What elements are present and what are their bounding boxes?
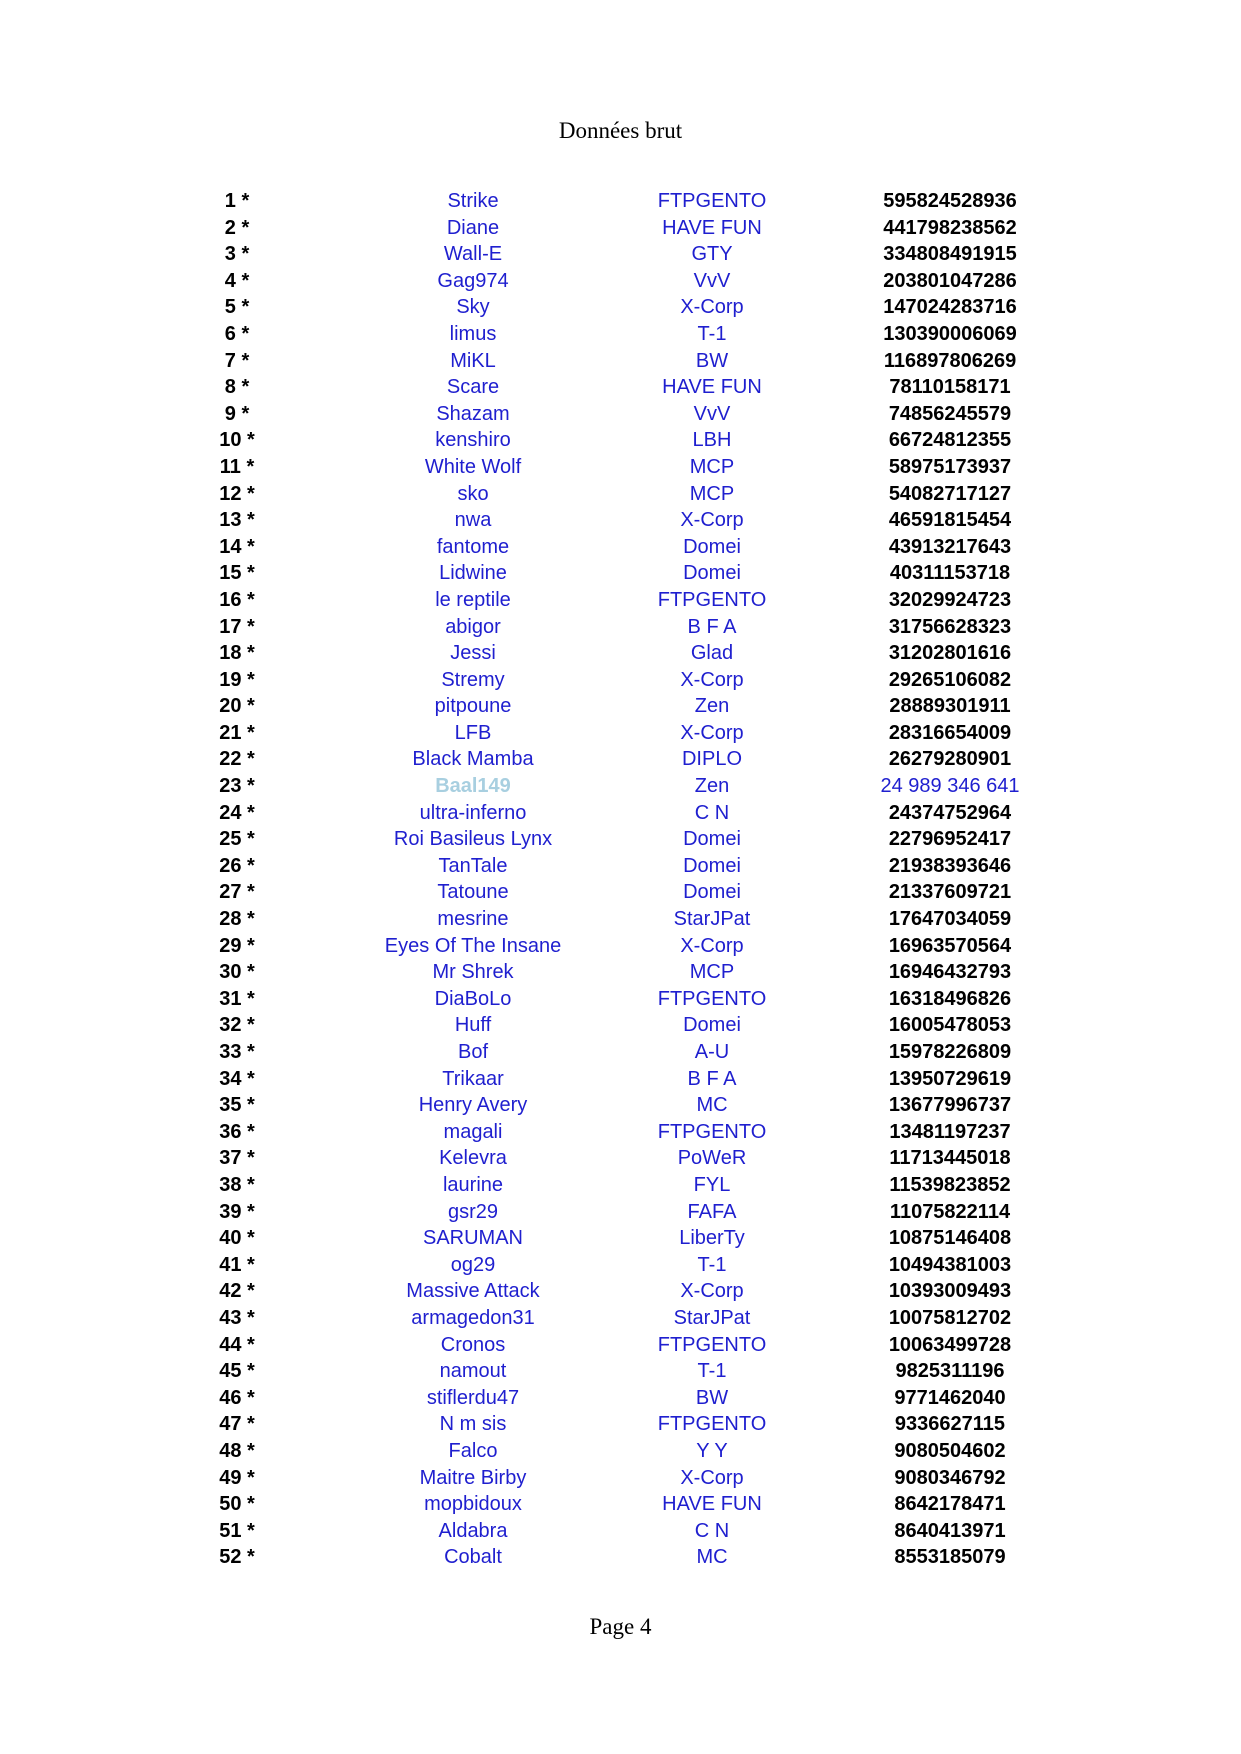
player-name-cell: sko: [457, 482, 489, 505]
alliance-cell: MCP: [689, 455, 735, 478]
rank-cell: 46 *: [219, 1386, 255, 1409]
table-row: [0, 507, 1241, 534]
rank-cell: 39 *: [219, 1200, 255, 1223]
rank-cell: 24 *: [219, 801, 255, 824]
score-cell: 43913217643: [888, 535, 1012, 558]
alliance-cell: B F A: [687, 1067, 737, 1090]
table-row: [0, 294, 1241, 321]
player-name-cell: LFB: [454, 721, 492, 744]
score-cell: 116897806269: [883, 349, 1017, 372]
alliance-cell: MC: [696, 1546, 728, 1569]
alliance-cell: T-1: [697, 322, 727, 345]
score-cell: 8642178471: [894, 1493, 1006, 1516]
table-row: [0, 1092, 1241, 1119]
score-cell: 147024283716: [883, 296, 1017, 319]
player-name-cell: magali: [443, 1120, 503, 1143]
score-cell: 22796952417: [888, 828, 1012, 851]
rank-cell: 44 *: [219, 1333, 255, 1356]
player-name-cell: White Wolf: [424, 455, 522, 478]
page-title: Données brut: [558, 118, 683, 143]
alliance-cell: MCP: [689, 482, 735, 505]
player-name-cell: MiKL: [450, 349, 496, 372]
player-name-cell: Wall-E: [443, 243, 503, 266]
rank-cell: 42 *: [219, 1280, 255, 1303]
score-cell: 10494381003: [888, 1253, 1012, 1276]
rank-cell: 43 *: [219, 1306, 255, 1329]
table-row: [0, 1119, 1241, 1146]
score-cell: 32029924723: [888, 588, 1012, 611]
table-row: [0, 241, 1241, 268]
player-name-cell: TanTale: [438, 854, 508, 877]
player-name-cell: ultra-inferno: [419, 801, 527, 824]
table-row: [0, 188, 1241, 215]
alliance-cell: FTPGENTO: [657, 987, 767, 1010]
rank-cell: 30 *: [219, 961, 255, 984]
score-cell: 16963570564: [888, 934, 1012, 957]
player-name-cell: mopbidoux: [424, 1493, 522, 1516]
table-row: [0, 693, 1241, 720]
alliance-cell: LiberTy: [679, 1227, 745, 1250]
score-cell: 21938393646: [888, 854, 1012, 877]
table-row: [0, 1438, 1241, 1465]
rank-cell: 23 *: [219, 775, 255, 798]
table-row: [0, 215, 1241, 242]
alliance-cell: StarJPat: [673, 1306, 751, 1329]
player-name-cell: mesrine: [437, 908, 509, 931]
rank-cell: 29 *: [219, 934, 255, 957]
alliance-cell: X-Corp: [680, 296, 744, 319]
alliance-cell: T-1: [697, 1253, 727, 1276]
score-cell: 78110158171: [889, 376, 1011, 399]
score-cell: 9336627115: [894, 1413, 1006, 1436]
rank-cell: 31 *: [219, 987, 255, 1010]
table-row: [0, 348, 1241, 375]
score-cell: 29265106082: [888, 668, 1012, 691]
rank-cell: 34 *: [219, 1067, 255, 1090]
table-row: [0, 560, 1241, 587]
alliance-cell: FAFA: [687, 1200, 737, 1223]
alliance-cell: X-Corp: [680, 1466, 744, 1489]
player-name-cell: fantome: [436, 535, 510, 558]
player-name-cell: Cobalt: [444, 1546, 502, 1569]
score-cell: 31756628323: [888, 615, 1012, 638]
score-cell: 21337609721: [888, 881, 1012, 904]
table-row: [0, 800, 1241, 827]
alliance-cell: BW: [695, 1386, 729, 1409]
alliance-cell: Zen: [694, 695, 730, 718]
player-name-cell: Roi Basileus Lynx: [393, 828, 553, 851]
rank-cell: 4 *: [224, 269, 250, 292]
score-cell: 28316654009: [888, 721, 1012, 744]
player-name-cell: Strike: [447, 190, 499, 212]
alliance-cell: Domei: [683, 562, 741, 585]
table-row: [0, 773, 1241, 800]
rank-cell: 11 *: [219, 455, 255, 478]
score-cell: 74856245579: [888, 402, 1012, 425]
player-name-cell: armagedon31: [411, 1306, 535, 1329]
player-name-cell: Black Mamba: [412, 748, 534, 771]
table-row: [0, 1358, 1241, 1385]
score-cell: 13677996737: [888, 1094, 1012, 1117]
rank-cell: 18 *: [219, 642, 255, 665]
player-name-cell: Tatoune: [437, 881, 509, 904]
player-name-cell: Gag974: [437, 269, 509, 292]
rank-cell: 2 *: [224, 216, 250, 239]
score-cell: 11075822114: [889, 1200, 1011, 1223]
rank-cell: 10 *: [219, 429, 255, 452]
alliance-cell: Domei: [683, 535, 741, 558]
player-name-cell: Mr Shrek: [432, 961, 514, 984]
rank-cell: 15 *: [219, 562, 255, 585]
alliance-cell: HAVE FUN: [662, 376, 762, 399]
score-cell: 26279280901: [888, 748, 1012, 771]
alliance-cell: X-Corp: [680, 1280, 744, 1303]
table-row: [0, 1252, 1241, 1279]
rank-cell: 32 *: [219, 1014, 255, 1037]
rank-cell: 47 *: [219, 1413, 255, 1436]
score-cell: 28889301911: [889, 695, 1011, 718]
alliance-cell: GTY: [691, 243, 733, 266]
score-cell: 10875146408: [888, 1227, 1012, 1250]
table-row: [0, 640, 1241, 667]
player-name-cell: Henry Avery: [418, 1094, 528, 1117]
player-name-cell: stiflerdu47: [426, 1386, 520, 1409]
score-cell: 441798238562: [883, 216, 1017, 239]
alliance-cell: HAVE FUN: [662, 1493, 762, 1516]
score-cell: 17647034059: [888, 908, 1012, 931]
table-row: [0, 614, 1241, 641]
rank-cell: 38 *: [219, 1173, 255, 1196]
table-row: [0, 374, 1241, 401]
player-name-cell: SARUMAN: [422, 1227, 523, 1250]
alliance-cell: Y Y: [696, 1439, 728, 1462]
table-row: [0, 1544, 1241, 1571]
score-cell: 24 989 346 641: [880, 775, 1020, 798]
rank-cell: 12 *: [219, 482, 255, 505]
table-row: [0, 401, 1241, 428]
table-row: [0, 667, 1241, 694]
score-cell: 10063499728: [888, 1333, 1012, 1356]
player-name-cell: Bof: [457, 1041, 489, 1063]
rank-cell: 6 *: [224, 322, 250, 345]
player-name-cell: Scare: [446, 376, 500, 399]
player-name-cell: namout: [439, 1360, 507, 1383]
table-row: [0, 826, 1241, 853]
score-cell: 31202801616: [888, 642, 1012, 665]
rank-cell: 51 *: [219, 1519, 255, 1542]
page-number: Page 4: [589, 1614, 652, 1639]
rank-cell: 35 *: [219, 1094, 255, 1117]
table-row: [0, 321, 1241, 348]
alliance-cell: B F A: [687, 615, 737, 638]
alliance-cell: VvV: [693, 402, 731, 425]
alliance-cell: Glad: [690, 642, 734, 665]
rank-cell: 13 *: [219, 509, 255, 532]
rank-cell: 22 *: [219, 748, 255, 771]
alliance-cell: FTPGENTO: [657, 588, 767, 611]
rank-cell: 36 *: [219, 1120, 255, 1143]
alliance-cell: StarJPat: [673, 908, 751, 931]
player-name-cell: Kelevra: [439, 1147, 507, 1170]
rank-cell: 1 *: [224, 190, 250, 212]
alliance-cell: Domei: [683, 854, 741, 877]
table-row: [0, 1385, 1241, 1412]
table-row: [0, 986, 1241, 1013]
rank-cell: 14 *: [219, 535, 255, 558]
rank-cell: 49 *: [219, 1466, 255, 1489]
table-row: [0, 1012, 1241, 1039]
score-cell: 9080346792: [894, 1466, 1006, 1489]
rank-cell: 17 *: [219, 615, 255, 638]
player-name-cell: Baal149: [435, 775, 511, 798]
table-row: [0, 906, 1241, 933]
score-cell: 13950729619: [888, 1067, 1012, 1090]
rank-cell: 37 *: [219, 1147, 255, 1170]
table-row: [0, 1199, 1241, 1226]
table-row: [0, 1145, 1241, 1172]
alliance-cell: FTPGENTO: [657, 190, 767, 212]
rank-cell: 48 *: [219, 1439, 255, 1462]
table-row: [0, 746, 1241, 773]
table-row: [0, 454, 1241, 481]
alliance-cell: FTPGENTO: [657, 1120, 767, 1143]
score-cell: 16946432793: [888, 961, 1012, 984]
player-name-cell: Sky: [456, 296, 490, 319]
score-cell: 9771462040: [894, 1386, 1006, 1409]
alliance-cell: A-U: [694, 1041, 730, 1063]
alliance-cell: C N: [694, 1519, 730, 1542]
score-cell: 11713445018: [889, 1147, 1011, 1170]
rank-cell: 21 *: [219, 721, 255, 744]
player-name-cell: Trikaar: [442, 1067, 504, 1090]
rank-cell: 20 *: [219, 695, 255, 718]
alliance-cell: MC: [696, 1094, 728, 1117]
player-name-cell: DiaBoLo: [434, 987, 512, 1010]
player-name-cell: Falco: [448, 1439, 498, 1462]
score-cell: 40311153718: [889, 562, 1011, 585]
player-name-cell: Shazam: [436, 402, 510, 425]
score-cell: 16005478053: [888, 1014, 1012, 1037]
table-row: [0, 1278, 1241, 1305]
score-cell: 58975173937: [888, 455, 1012, 478]
table-row: [0, 1305, 1241, 1332]
player-name-cell: Eyes Of The Insane: [384, 934, 562, 957]
table-row: [0, 933, 1241, 960]
rank-cell: 50 *: [219, 1493, 255, 1516]
table-row: [0, 481, 1241, 508]
rank-cell: 26 *: [219, 854, 255, 877]
score-cell: 130390006069: [883, 322, 1017, 345]
table-row: [0, 534, 1241, 561]
rank-cell: 7 *: [224, 349, 250, 372]
player-name-cell: Aldabra: [438, 1519, 508, 1542]
table-row: [0, 587, 1241, 614]
table-row: [0, 268, 1241, 295]
player-name-cell: le reptile: [435, 588, 511, 611]
table-row: [0, 1491, 1241, 1518]
rank-cell: 45 *: [219, 1360, 255, 1383]
score-cell: 10075812702: [888, 1306, 1012, 1329]
score-cell: 203801047286: [883, 269, 1017, 292]
score-cell: 16318496826: [888, 987, 1012, 1010]
score-cell: 46591815454: [888, 509, 1012, 532]
alliance-cell: FTPGENTO: [657, 1413, 767, 1436]
score-cell: 24374752964: [888, 801, 1012, 824]
player-name-cell: Maitre Birby: [419, 1466, 527, 1489]
table-row: [0, 1039, 1241, 1066]
player-name-cell: Huff: [454, 1014, 492, 1037]
rank-cell: 27 *: [219, 881, 255, 904]
player-name-cell: nwa: [454, 509, 492, 532]
table-row: [0, 427, 1241, 454]
score-cell: 9080504602: [894, 1439, 1006, 1462]
alliance-cell: HAVE FUN: [662, 216, 762, 239]
player-name-cell: Stremy: [441, 668, 505, 691]
alliance-cell: VvV: [693, 269, 731, 292]
table-row: [0, 1172, 1241, 1199]
alliance-cell: C N: [694, 801, 730, 824]
score-cell: 66724812355: [888, 429, 1012, 452]
player-name-cell: Jessi: [450, 642, 496, 665]
score-cell: 54082717127: [888, 482, 1012, 505]
player-name-cell: N m sis: [439, 1413, 507, 1436]
score-cell: 595824528936: [883, 190, 1017, 212]
player-name-cell: abigor: [445, 615, 501, 638]
rank-cell: 52 *: [219, 1546, 255, 1569]
alliance-cell: Domei: [683, 828, 741, 851]
rank-cell: 19 *: [219, 668, 255, 691]
alliance-cell: Zen: [694, 775, 730, 798]
rank-cell: 41 *: [219, 1253, 255, 1276]
rank-cell: 9 *: [224, 402, 250, 425]
table-row: [0, 1225, 1241, 1252]
alliance-cell: X-Corp: [680, 668, 744, 691]
score-cell: 11539823852: [889, 1173, 1011, 1196]
table-row: [0, 879, 1241, 906]
score-cell: 8640413971: [894, 1519, 1006, 1542]
player-name-cell: pitpoune: [434, 695, 512, 718]
table-row: [0, 720, 1241, 747]
table-row: [0, 959, 1241, 986]
player-name-cell: laurine: [442, 1173, 504, 1196]
alliance-cell: PoWeR: [677, 1147, 747, 1170]
player-name-cell: Cronos: [440, 1333, 506, 1356]
player-name-cell: limus: [449, 322, 497, 345]
table-row: [0, 1518, 1241, 1545]
alliance-cell: Domei: [683, 1014, 741, 1037]
rank-cell: 8 *: [224, 376, 250, 399]
score-cell: 10393009493: [888, 1280, 1012, 1303]
alliance-cell: BW: [695, 349, 729, 372]
alliance-cell: X-Corp: [680, 934, 744, 957]
rank-cell: 33 *: [219, 1041, 255, 1063]
table-row: [0, 853, 1241, 880]
score-cell: 15978226809: [888, 1041, 1012, 1063]
alliance-cell: MCP: [689, 961, 735, 984]
alliance-cell: FTPGENTO: [657, 1333, 767, 1356]
score-cell: 8553185079: [894, 1546, 1006, 1569]
ranking-table: [0, 188, 1241, 1571]
player-name-cell: gsr29: [447, 1200, 499, 1223]
table-row: [0, 1066, 1241, 1093]
alliance-cell: X-Corp: [680, 509, 744, 532]
table-row: [0, 1465, 1241, 1492]
player-name-cell: Massive Attack: [406, 1280, 540, 1303]
alliance-cell: X-Corp: [680, 721, 744, 744]
rank-cell: 3 *: [224, 243, 250, 266]
player-name-cell: Diane: [446, 216, 500, 239]
alliance-cell: Domei: [683, 881, 741, 904]
alliance-cell: FYL: [693, 1173, 731, 1196]
player-name-cell: kenshiro: [435, 429, 511, 452]
player-name-cell: Lidwine: [439, 562, 507, 585]
score-cell: 13481197237: [889, 1120, 1011, 1143]
rank-cell: 25 *: [219, 828, 255, 851]
score-cell: 9825311196: [895, 1360, 1005, 1383]
score-cell: 334808491915: [883, 243, 1017, 266]
rank-cell: 16 *: [219, 588, 255, 611]
table-row: [0, 1411, 1241, 1438]
alliance-cell: LBH: [692, 429, 732, 452]
table-row: [0, 1332, 1241, 1359]
alliance-cell: DIPLO: [681, 748, 743, 771]
rank-cell: 40 *: [219, 1227, 255, 1250]
alliance-cell: T-1: [697, 1360, 727, 1383]
rank-cell: 5 *: [224, 296, 250, 319]
rank-cell: 28 *: [219, 908, 255, 931]
player-name-cell: og29: [450, 1253, 496, 1276]
